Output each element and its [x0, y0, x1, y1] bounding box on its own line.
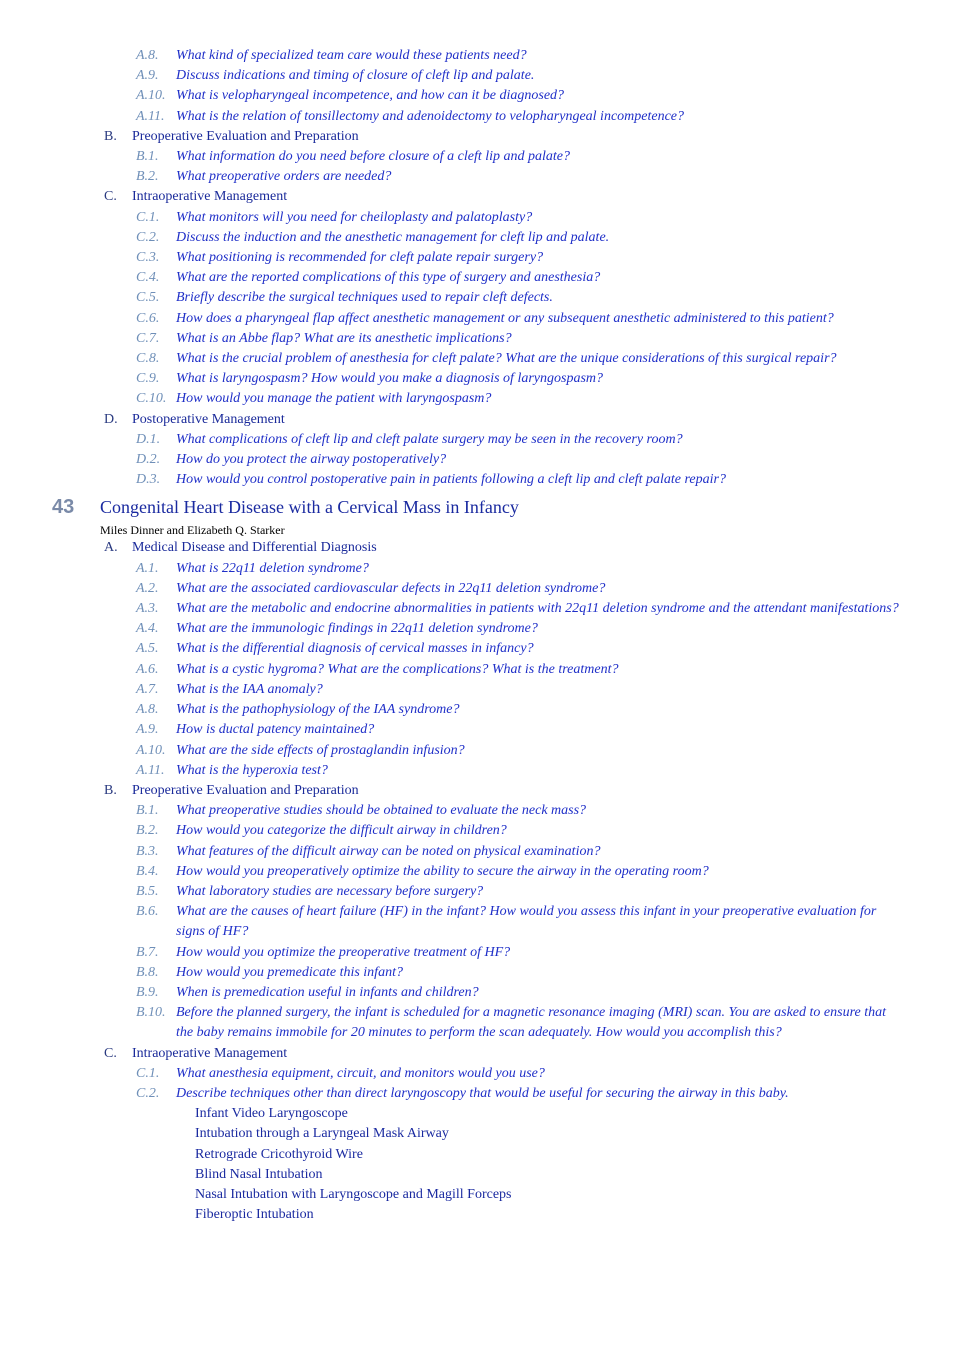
- question-text: What is velopharyngeal incompetence, and how can it be diagnosed?: [176, 88, 565, 104]
- question-text: What positioning is recommended for cleft palate repair surgery?: [176, 250, 544, 266]
- question-item: [136, 1003, 906, 1043]
- question-text: Before the planned surgery, the infant is scheduled for a magnetic resonance imaging (MRI) scan. You are asked to ensure that the baby remains immobile for 20 minutes to perform the scan adequately. How would you accomplish this?: [176, 1005, 886, 1041]
- question-number: A.7.: [136, 681, 159, 697]
- question-group-a: [0, 559, 953, 781]
- chapter-title: Congenital Heart Disease with a Cervical Mass in Infancy: [100, 497, 519, 518]
- question-item: [136, 389, 906, 409]
- question-item: [136, 349, 906, 369]
- question-text: What are the associated cardiovascular defects in 22q11 deletion syndrome?: [176, 580, 606, 596]
- question-number: A.10.: [136, 88, 166, 104]
- question-text: Discuss indications and timing of closure of cleft lip and palate.: [176, 68, 535, 84]
- technique-item: Blind Nasal Intubation: [195, 1166, 323, 1182]
- question-item: [136, 309, 906, 329]
- question-item: [136, 107, 906, 127]
- section-heading: [104, 538, 953, 558]
- question-item: [136, 842, 906, 862]
- question-item: [136, 983, 906, 1003]
- section-title: Medical Disease and Differential Diagnosis: [132, 540, 377, 556]
- question-number: A.6.: [136, 661, 159, 677]
- question-item: [136, 559, 906, 579]
- section-title: Intraoperative Management: [132, 189, 288, 205]
- question-text: How does a pharyngeal flap affect anesthetic management or any subsequent anesthetic administered to this patient?: [176, 310, 834, 326]
- question-group-c: [0, 208, 953, 410]
- question-text: What kind of specialized team care would these patients need?: [176, 48, 527, 63]
- question-item: [136, 147, 906, 167]
- question-text: Briefly describe the surgical techniques used to repair cleft defects.: [176, 290, 553, 306]
- question-number: A.9.: [136, 68, 159, 84]
- question-text: What is a cystic hygroma? What are the complications? What is the treatment?: [176, 661, 619, 677]
- question-text: How would you control postoperative pain in patients following a cleft lip and cleft palate repair?: [176, 472, 726, 488]
- question-item: [136, 167, 906, 187]
- question-item: [136, 660, 906, 680]
- question-text: What is the relation of tonsillectomy and adenoidectomy to velopharyngeal incompetence?: [176, 108, 685, 124]
- question-item: [136, 599, 906, 619]
- question-item: [136, 882, 906, 902]
- question-text: What monitors will you need for cheiloplasty and palatoplasty?: [176, 209, 533, 225]
- question-number: B.9.: [136, 984, 159, 1000]
- question-text: What is laryngospasm? How would you make a diagnosis of laryngospasm?: [176, 371, 603, 387]
- section-heading: [104, 127, 953, 147]
- question-item: [136, 639, 906, 659]
- question-item: [136, 46, 906, 66]
- question-number: B.1.: [136, 149, 159, 165]
- section-letter: A.: [104, 540, 118, 556]
- section-letter: D.: [104, 411, 118, 427]
- question-text: How would you categorize the difficult airway in children?: [176, 823, 507, 839]
- section-letter: C.: [104, 189, 117, 205]
- question-number: C.4.: [136, 270, 160, 286]
- question-text: What is the differential diagnosis of cervical masses in infancy?: [176, 641, 534, 657]
- question-number: A.9.: [136, 722, 159, 738]
- section-title: Postoperative Management: [132, 411, 285, 427]
- question-item: [136, 450, 906, 470]
- section-heading: [104, 410, 953, 430]
- section-heading: [104, 187, 953, 207]
- question-item: [136, 801, 906, 821]
- question-text: What are the causes of heart failure (HF) in the infant? How would you assess this infant in your preoperative evaluation for signs of HF?: [176, 904, 877, 940]
- question-number: C.9.: [136, 371, 160, 387]
- technique-item: Infant Video Laryngoscope: [195, 1106, 348, 1122]
- question-number: C.2.: [136, 1085, 160, 1101]
- question-number: B.7.: [136, 944, 159, 960]
- question-number: C.1.: [136, 1065, 160, 1081]
- airway-technique-list: [0, 1104, 953, 1225]
- question-item: [136, 268, 906, 288]
- question-text: What preoperative studies should be obtained to evaluate the neck mass?: [176, 803, 587, 819]
- chapter-number: 43: [52, 496, 75, 519]
- question-text: What information do you need before closure of a cleft lip and palate?: [176, 149, 571, 165]
- question-text: Describe techniques other than direct laryngoscopy that would be useful for securing the airway in this baby.: [176, 1085, 789, 1101]
- question-item: [136, 228, 906, 248]
- question-group-c: [0, 1064, 953, 1104]
- question-number: A.8.: [136, 48, 159, 63]
- question-number: A.3.: [136, 601, 159, 617]
- question-item: [136, 86, 906, 106]
- prev-chapter: [0, 46, 953, 490]
- question-number: C.2.: [136, 229, 160, 245]
- chapter-authors: Miles Dinner and Elizabeth Q. Starker: [100, 523, 285, 538]
- question-text: What features of the difficult airway can be noted on physical examination?: [176, 843, 601, 859]
- question-number: A.1.: [136, 560, 159, 576]
- question-item: [136, 470, 906, 490]
- question-item: [136, 943, 906, 963]
- question-text: How would you optimize the preoperative treatment of HF?: [176, 944, 511, 960]
- question-text: What is the crucial problem of anesthesia for cleft palate? What are the unique considerations of this surgical repair?: [176, 351, 837, 367]
- question-text: What are the metabolic and endocrine abnormalities in patients with 22q11 deletion syndrome and the attendant manifestations?: [176, 601, 899, 617]
- question-text: What laboratory studies are necessary before surgery?: [176, 883, 484, 899]
- question-number: A.8.: [136, 702, 159, 718]
- question-number: C.5.: [136, 290, 160, 306]
- question-item: [136, 1084, 906, 1104]
- question-text: What anesthesia equipment, circuit, and monitors would you use?: [176, 1065, 545, 1081]
- technique-item: Intubation through a Laryngeal Mask Airway: [195, 1126, 449, 1142]
- section-title: Preoperative Evaluation and Preparation: [132, 128, 359, 144]
- question-text: What is the IAA anomaly?: [176, 681, 323, 697]
- technique-item: Fiberoptic Intubation: [195, 1207, 314, 1223]
- question-item: [136, 720, 906, 740]
- question-item: [136, 700, 906, 720]
- question-item: [136, 963, 906, 983]
- question-item: [136, 288, 906, 308]
- question-number: A.4.: [136, 621, 159, 637]
- question-text: What preoperative orders are needed?: [176, 169, 392, 185]
- chapter-heading: [52, 496, 953, 522]
- question-item: [136, 680, 906, 700]
- question-item: [136, 862, 906, 882]
- question-item: [136, 1064, 906, 1084]
- question-number: B.10.: [136, 1005, 166, 1021]
- question-number: C.10.: [136, 391, 167, 407]
- section-heading: [104, 1044, 953, 1064]
- question-number: B.1.: [136, 803, 159, 819]
- question-number: D.3.: [136, 472, 161, 488]
- question-text: How do you protect the airway postoperatively?: [176, 452, 447, 468]
- question-number: B.2.: [136, 823, 159, 839]
- question-group-b: [0, 801, 953, 1043]
- question-group-a-tail: [0, 46, 953, 127]
- question-number: B.2.: [136, 169, 159, 185]
- question-number: B.3.: [136, 843, 159, 859]
- question-group-d: [0, 430, 953, 491]
- document-page: [0, 46, 953, 1225]
- question-item: [136, 902, 906, 942]
- question-item: [136, 741, 906, 761]
- question-number: C.6.: [136, 310, 160, 326]
- question-item: [136, 821, 906, 841]
- question-item: [136, 369, 906, 389]
- question-text: What is an Abbe flap? What are its anesthetic implications?: [176, 330, 512, 346]
- technique-item: Retrograde Cricothyroid Wire: [195, 1146, 363, 1162]
- section-heading: [104, 781, 953, 801]
- question-number: B.8.: [136, 964, 159, 980]
- question-text: How would you manage the patient with laryngospasm?: [176, 391, 492, 407]
- section-letter: B.: [104, 782, 117, 798]
- question-text: What are the reported complications of this type of surgery and anesthesia?: [176, 270, 601, 286]
- question-number: D.1.: [136, 431, 161, 447]
- question-number: B.6.: [136, 904, 159, 920]
- question-text: What is 22q11 deletion syndrome?: [176, 560, 369, 576]
- question-number: C.8.: [136, 351, 160, 367]
- question-group-b: [0, 147, 953, 187]
- question-text: What complications of cleft lip and cleft palate surgery may be seen in the recovery room?: [176, 431, 683, 447]
- section-title: Intraoperative Management: [132, 1045, 288, 1061]
- question-number: C.1.: [136, 209, 160, 225]
- question-number: B.5.: [136, 883, 159, 899]
- section-title: Preoperative Evaluation and Preparation: [132, 782, 359, 798]
- question-number: A.10.: [136, 742, 166, 758]
- question-number: C.7.: [136, 330, 160, 346]
- question-number: A.2.: [136, 580, 159, 596]
- technique-item: Nasal Intubation with Laryngoscope and Magill Forceps: [195, 1186, 512, 1202]
- question-text: Discuss the induction and the anesthetic management for cleft lip and palate.: [176, 229, 610, 245]
- question-number: B.4.: [136, 863, 159, 879]
- section-letter: C.: [104, 1045, 117, 1061]
- question-text: When is premedication useful in infants and children?: [176, 984, 479, 1000]
- question-item: [136, 430, 906, 450]
- question-number: D.2.: [136, 452, 161, 468]
- question-text: What is the pathophysiology of the IAA syndrome?: [176, 702, 460, 718]
- question-number: C.3.: [136, 250, 160, 266]
- question-item: [136, 329, 906, 349]
- section-letter: B.: [104, 128, 117, 144]
- question-text: What are the immunologic findings in 22q11 deletion syndrome?: [176, 621, 538, 637]
- question-number: A.11.: [136, 108, 165, 124]
- question-text: How is ductal patency maintained?: [176, 722, 375, 738]
- question-text: What are the side effects of prostaglandin infusion?: [176, 742, 465, 758]
- question-item: [136, 66, 906, 86]
- question-number: A.11.: [136, 762, 165, 778]
- question-text: How would you premedicate this infant?: [176, 964, 403, 980]
- question-item: [136, 248, 906, 268]
- question-item: [136, 579, 906, 599]
- question-item: [136, 619, 906, 639]
- question-text: What is the hyperoxia test?: [176, 762, 328, 778]
- question-number: A.5.: [136, 641, 159, 657]
- question-text: How would you preoperatively optimize the ability to secure the airway in the operating room?: [176, 863, 709, 879]
- question-item: [136, 761, 906, 781]
- question-item: [136, 208, 906, 228]
